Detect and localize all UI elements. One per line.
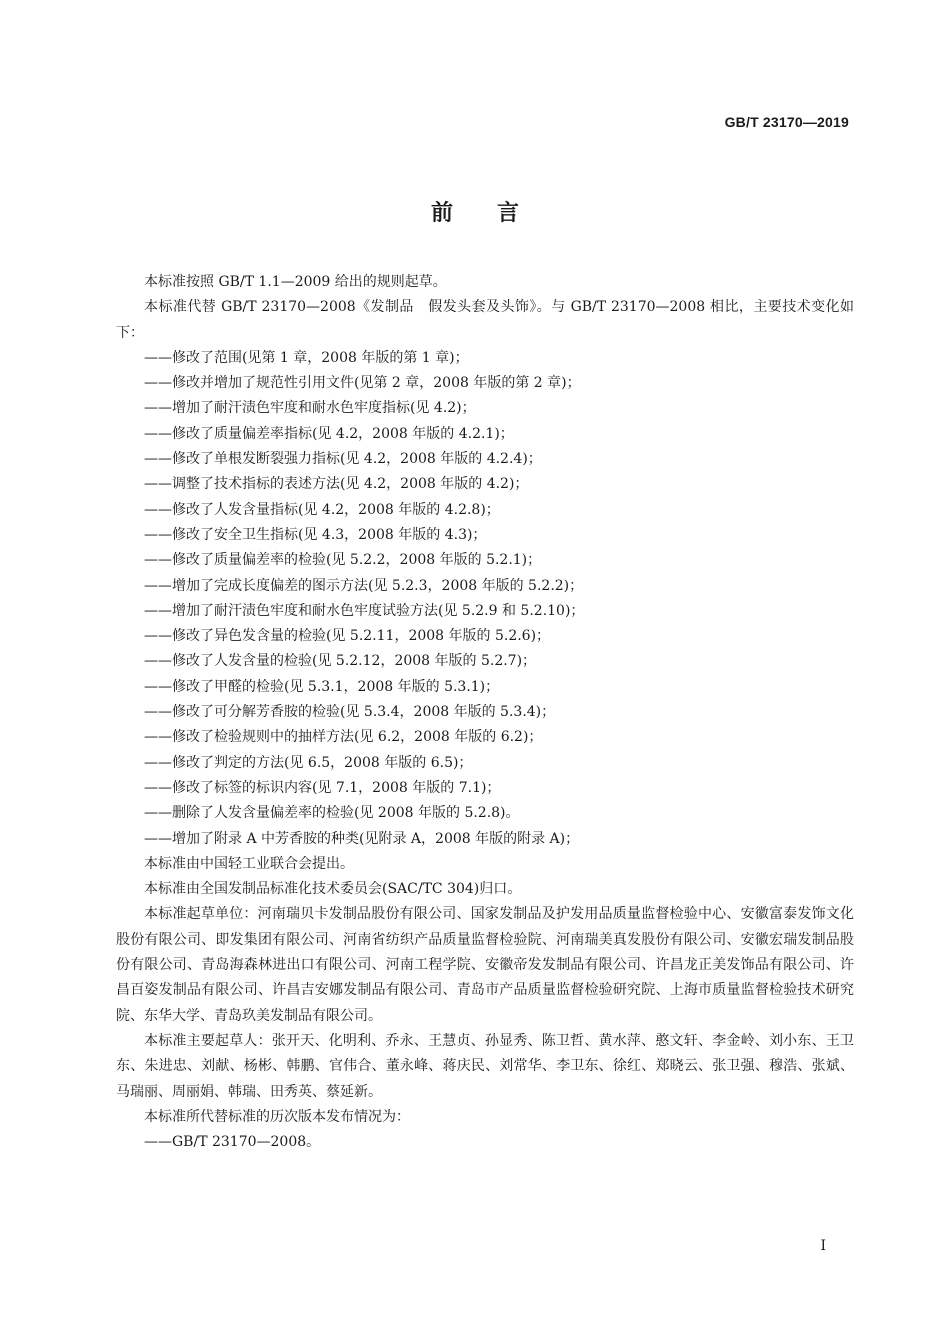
list-item: ——增加了耐汗渍色牢度和耐水色牢度试验方法(见 5.2.9 和 5.2.10)； <box>144 602 585 619</box>
document-body <box>116 270 854 1155</box>
paragraph-committee: 本标准由全国发制品标准化技术委员会(SAC/TC 304)归口。 <box>144 881 522 898</box>
list-item: ——修改了安全卫生指标(见 4.3，2008 年版的 4.3)； <box>144 526 487 543</box>
changes-list <box>116 346 854 852</box>
list-item: ——删除了人发含量偏差率的检验(见 2008 年版的 5.2.8)。 <box>144 805 520 822</box>
list-item: ——修改了可分解芳香胺的检验(见 5.3.4，2008 年版的 5.3.4)； <box>144 704 556 721</box>
list-item: ——修改了人发含量指标(见 4.2，2008 年版的 4.2.8)； <box>144 501 500 518</box>
page-title: 前言 <box>430 201 563 226</box>
standard-code: GB/T 23170—2019 <box>724 114 849 130</box>
list-item: ——修改了检验规则中的抽样方法(见 6.2，2008 年版的 6.2)； <box>144 729 543 746</box>
list-item: ——修改了单根发断裂强力指标(见 4.2，2008 年版的 4.2.4)； <box>144 451 542 468</box>
list-item: ——修改并增加了规范性引用文件(见第 2 章，2008 年版的第 2 章)； <box>144 375 581 392</box>
list-item: ——增加了完成长度偏差的图示方法(见 5.2.3，2008 年版的 5.2.2)； <box>144 577 584 594</box>
list-item: ——修改了范围(见第 1 章，2008 年版的第 1 章)； <box>144 349 469 366</box>
list-item: ——增加了附录 A 中芳香胺的种类(见附录 A，2008 年版的附录 A)； <box>144 830 580 847</box>
list-item: ——修改了质量偏差率的检验(见 5.2.2，2008 年版的 5.2.1)； <box>144 552 542 569</box>
paragraph-proposer: 本标准由中国轻工业联合会提出。 <box>144 855 354 872</box>
list-item: ——GB/T 23170—2008。 <box>144 1134 321 1151</box>
list-item: ——修改了判定的方法(见 6.5，2008 年版的 6.5)； <box>144 754 473 771</box>
paragraph-history-intro: 本标准所代替标准的历次版本发布情况为： <box>144 1108 410 1125</box>
paragraph-replacement: 本标准代替 GB/T 23170—2008《发制品 假发头套及头饰》。与 GB/T 23170—2008 相比，主要技术变化如下： <box>116 299 854 341</box>
paragraph-drafting-units: 本标准起草单位：河南瑞贝卡发制品股份有限公司、国家发制品及护发用品质量监督检验中心、安徽富泰发饰文化股份有限公司、即发集团有限公司、河南省纺织产品质量监督检验院、河南瑞美真发股份有限公司、安徽宏瑞发制品股份有限公司、青岛海森林进出口有限公司、河南工程学院、安徽帝发发制品有限公司、许昌龙正美发饰品有限公司、许昌百姿发制品有限公司、许昌吉安娜发制品有限公司、青岛市产品质量监督检验研究院、上海市质量监督检验技术研究院、东华大学、青岛玖美发制品有限公司。 <box>116 906 854 1024</box>
list-item: ——修改了质量偏差率指标(见 4.2，2008 年版的 4.2.1)； <box>144 425 514 442</box>
list-item: ——修改了异色发含量的检验(见 5.2.11，2008 年版的 5.2.6)； <box>144 628 551 645</box>
list-item: ——修改了标签的标识内容(见 7.1，2008 年版的 7.1)； <box>144 779 501 796</box>
list-item: ——修改了甲醛的检验(见 5.3.1，2008 年版的 5.3.1)； <box>144 678 500 695</box>
paragraph-drafting-rules: 本标准按照 GB/T 1.1—2009 给出的规则起草。 <box>144 274 447 290</box>
page-number: I <box>820 1238 826 1254</box>
list-item: ——修改了人发含量的检验(见 5.2.12，2008 年版的 5.2.7)； <box>144 653 537 670</box>
list-item: ——增加了耐汗渍色牢度和耐水色牢度指标(见 4.2)； <box>144 400 476 417</box>
list-item: ——调整了技术指标的表述方法(见 4.2，2008 年版的 4.2)； <box>144 476 529 493</box>
paragraph-drafters: 本标准主要起草人：张开天、化明利、乔永、王慧贞、孙显秀、陈卫哲、黄水萍、憨文轩、李金岭、刘小东、王卫东、朱进忠、刘献、杨彬、韩鹏、官伟合、董永峰、蒋庆民、刘常华、李卫东、徐红、郑晓云、张卫强、穆浩、张斌、马瑞丽、周丽娟、韩瑞、田秀英、蔡延新。 <box>116 1032 854 1100</box>
